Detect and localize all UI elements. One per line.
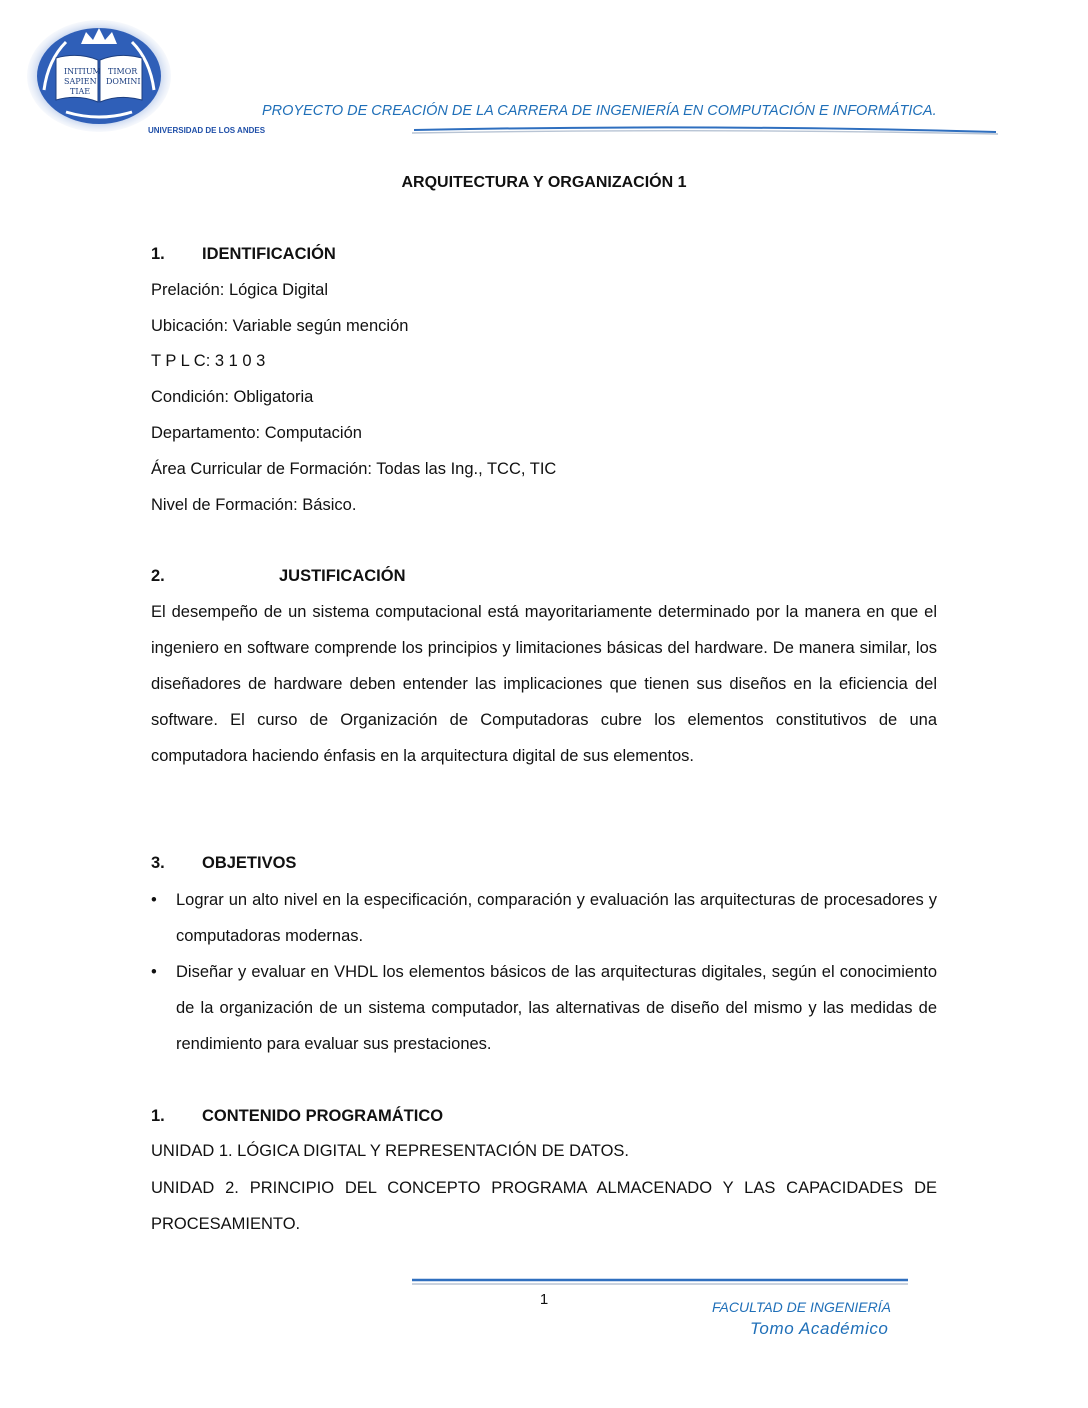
section-justificacion-heading: [151, 567, 406, 586]
section-number: 3.: [151, 854, 165, 872]
svg-text:INITIUM: INITIUM: [64, 67, 101, 76]
list-item: [151, 882, 937, 954]
list-item: [151, 954, 937, 1062]
header-rule: [410, 124, 1000, 136]
section-identificacion-heading: [151, 245, 336, 264]
page-number: 1: [539, 1291, 549, 1308]
section-number: 1.: [151, 245, 165, 263]
svg-text:TIAE: TIAE: [70, 87, 91, 96]
svg-text:TIMOR: TIMOR: [108, 67, 138, 76]
identificacion-line: Área Curricular de Formación: Todas las Ing., TCC, TIC: [151, 460, 557, 478]
bullet-icon: •: [151, 963, 157, 981]
section-heading-text: OBJETIVOS: [202, 854, 297, 872]
section-heading-text: CONTENIDO PROGRAMÁTICO: [202, 1107, 444, 1125]
project-title: PROYECTO DE CREACIÓN DE LA CARRERA DE INGENIERÍA EN COMPUTACIÓN E INFORMÁTICA.: [262, 103, 937, 119]
section-heading-text: JUSTIFICACIÓN: [279, 567, 406, 585]
bullet-icon: •: [151, 891, 157, 909]
svg-text:SAPIEN: SAPIEN: [64, 77, 97, 86]
identificacion-line: Ubicación: Variable según mención: [151, 317, 409, 335]
identificacion-line: Nivel de Formación: Básico.: [151, 496, 357, 514]
identificacion-line: Prelación: Lógica Digital: [151, 281, 329, 299]
identificacion-line: Departamento: Computación: [151, 424, 362, 442]
section-number: 2.: [151, 567, 165, 585]
list-item-text: Lograr un alto nivel en la especificación, comparación y evaluación las arquitecturas de procesadores y computadoras modernas.: [176, 891, 937, 945]
footer-rule: [410, 1274, 910, 1284]
footer-tomo: Tomo Académico: [750, 1319, 889, 1338]
unit-line: UNIDAD 1. LÓGICA DIGITAL Y REPRESENTACIÓN DE DATOS.: [151, 1142, 630, 1160]
footer-faculty: FACULTAD DE INGENIERÍA: [712, 1299, 891, 1315]
section-number: 1.: [151, 1107, 165, 1125]
identificacion-line: Condición: Obligatoria: [151, 388, 314, 406]
objetivos-list: [151, 882, 937, 1062]
list-item-text: Diseñar y evaluar en VHDL los elementos básicos de las arquitecturas digitales, según el conocimiento de la organización de un sistema computador, las alternativas de diseño del mismo y las medidas de rendimiento para evaluar sus prestaciones.: [176, 963, 937, 1053]
justificacion-paragraph: El desempeño de un sistema computacional está mayoritariamente determinado por la manera en que el ingeniero en software comprende los principios y limitaciones básicas del hardware. De manera similar, los diseñadores de hardware deben entender las implicaciones que tienen sus diseños en la eficiencia del software. El curso de Organización de Computadoras cubre los elementos constitutivos de una computadora haciendo énfasis en la arquitectura digital de sus elementos.: [151, 603, 937, 765]
unit-line: UNIDAD 2. PRINCIPIO DEL CONCEPTO PROGRAMA ALMACENADO Y LAS CAPACIDADES DE PROCESAMIENTO.: [151, 1179, 937, 1233]
identificacion-line: T P L C: 3 1 0 3: [151, 352, 266, 370]
document-title: ARQUITECTURA Y ORGANIZACIÓN 1: [401, 174, 687, 191]
section-objetivos-heading: [151, 854, 296, 873]
section-heading-text: IDENTIFICACIÓN: [202, 245, 336, 263]
section-contenido-heading: [151, 1107, 443, 1126]
svg-text:DOMINI: DOMINI: [106, 77, 141, 86]
university-name: UNIVERSIDAD DE LOS ANDES: [148, 126, 266, 135]
university-seal-icon: [26, 20, 172, 132]
